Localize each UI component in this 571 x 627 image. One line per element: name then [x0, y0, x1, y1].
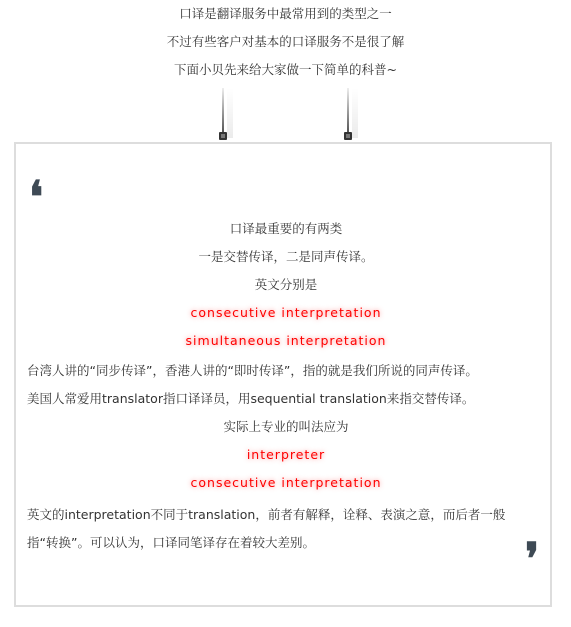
- english-label: 英文分别是: [254, 277, 318, 292]
- left-hanger-clip-icon: [219, 88, 227, 146]
- open-quote-icon: ❛: [29, 172, 44, 223]
- types-line: 一是交替传译，二是同声传译。: [198, 249, 374, 264]
- intro-text: [0, 0, 571, 84]
- professional-label: 实际上专业的叫法应为: [223, 419, 349, 434]
- paragraph-2-line-2: 指“转换”。可以认为，口译同笔译存在着较大差别。: [27, 535, 315, 550]
- term-consecutive-2: consecutive interpretation: [190, 475, 382, 490]
- paragraph-1-line-2: 美国人常爱用translator指口译译员，用sequential translation来指交替传译。: [27, 391, 475, 406]
- paragraph-2-line-1: 英文的interpretation不同于translation，前者有解释，诠释、表演之意，而后者一般: [27, 507, 506, 522]
- card-heading: 口译最重要的有两类: [229, 221, 343, 236]
- intro-line-3: 下面小贝先来给大家做一下简单的科普~: [174, 62, 397, 77]
- intro-line-2: 不过有些客户对基本的口译服务不是很了解: [166, 34, 405, 49]
- term-simultaneous: simultaneous interpretation: [185, 333, 387, 348]
- close-quote-icon: ❜: [525, 534, 540, 585]
- paragraph-1-line-1: 台湾人讲的“同步传译”，香港人讲的“即时传译”，指的就是我们所说的同声传译。: [27, 363, 478, 378]
- intro-line-1: 口译是翻译服务中最常用到的类型之一: [179, 6, 392, 21]
- term-consecutive: consecutive interpretation: [190, 305, 382, 320]
- right-hanger-clip-icon: [344, 88, 352, 146]
- term-interpreter: interpreter: [246, 447, 326, 462]
- card-content: [27, 215, 545, 557]
